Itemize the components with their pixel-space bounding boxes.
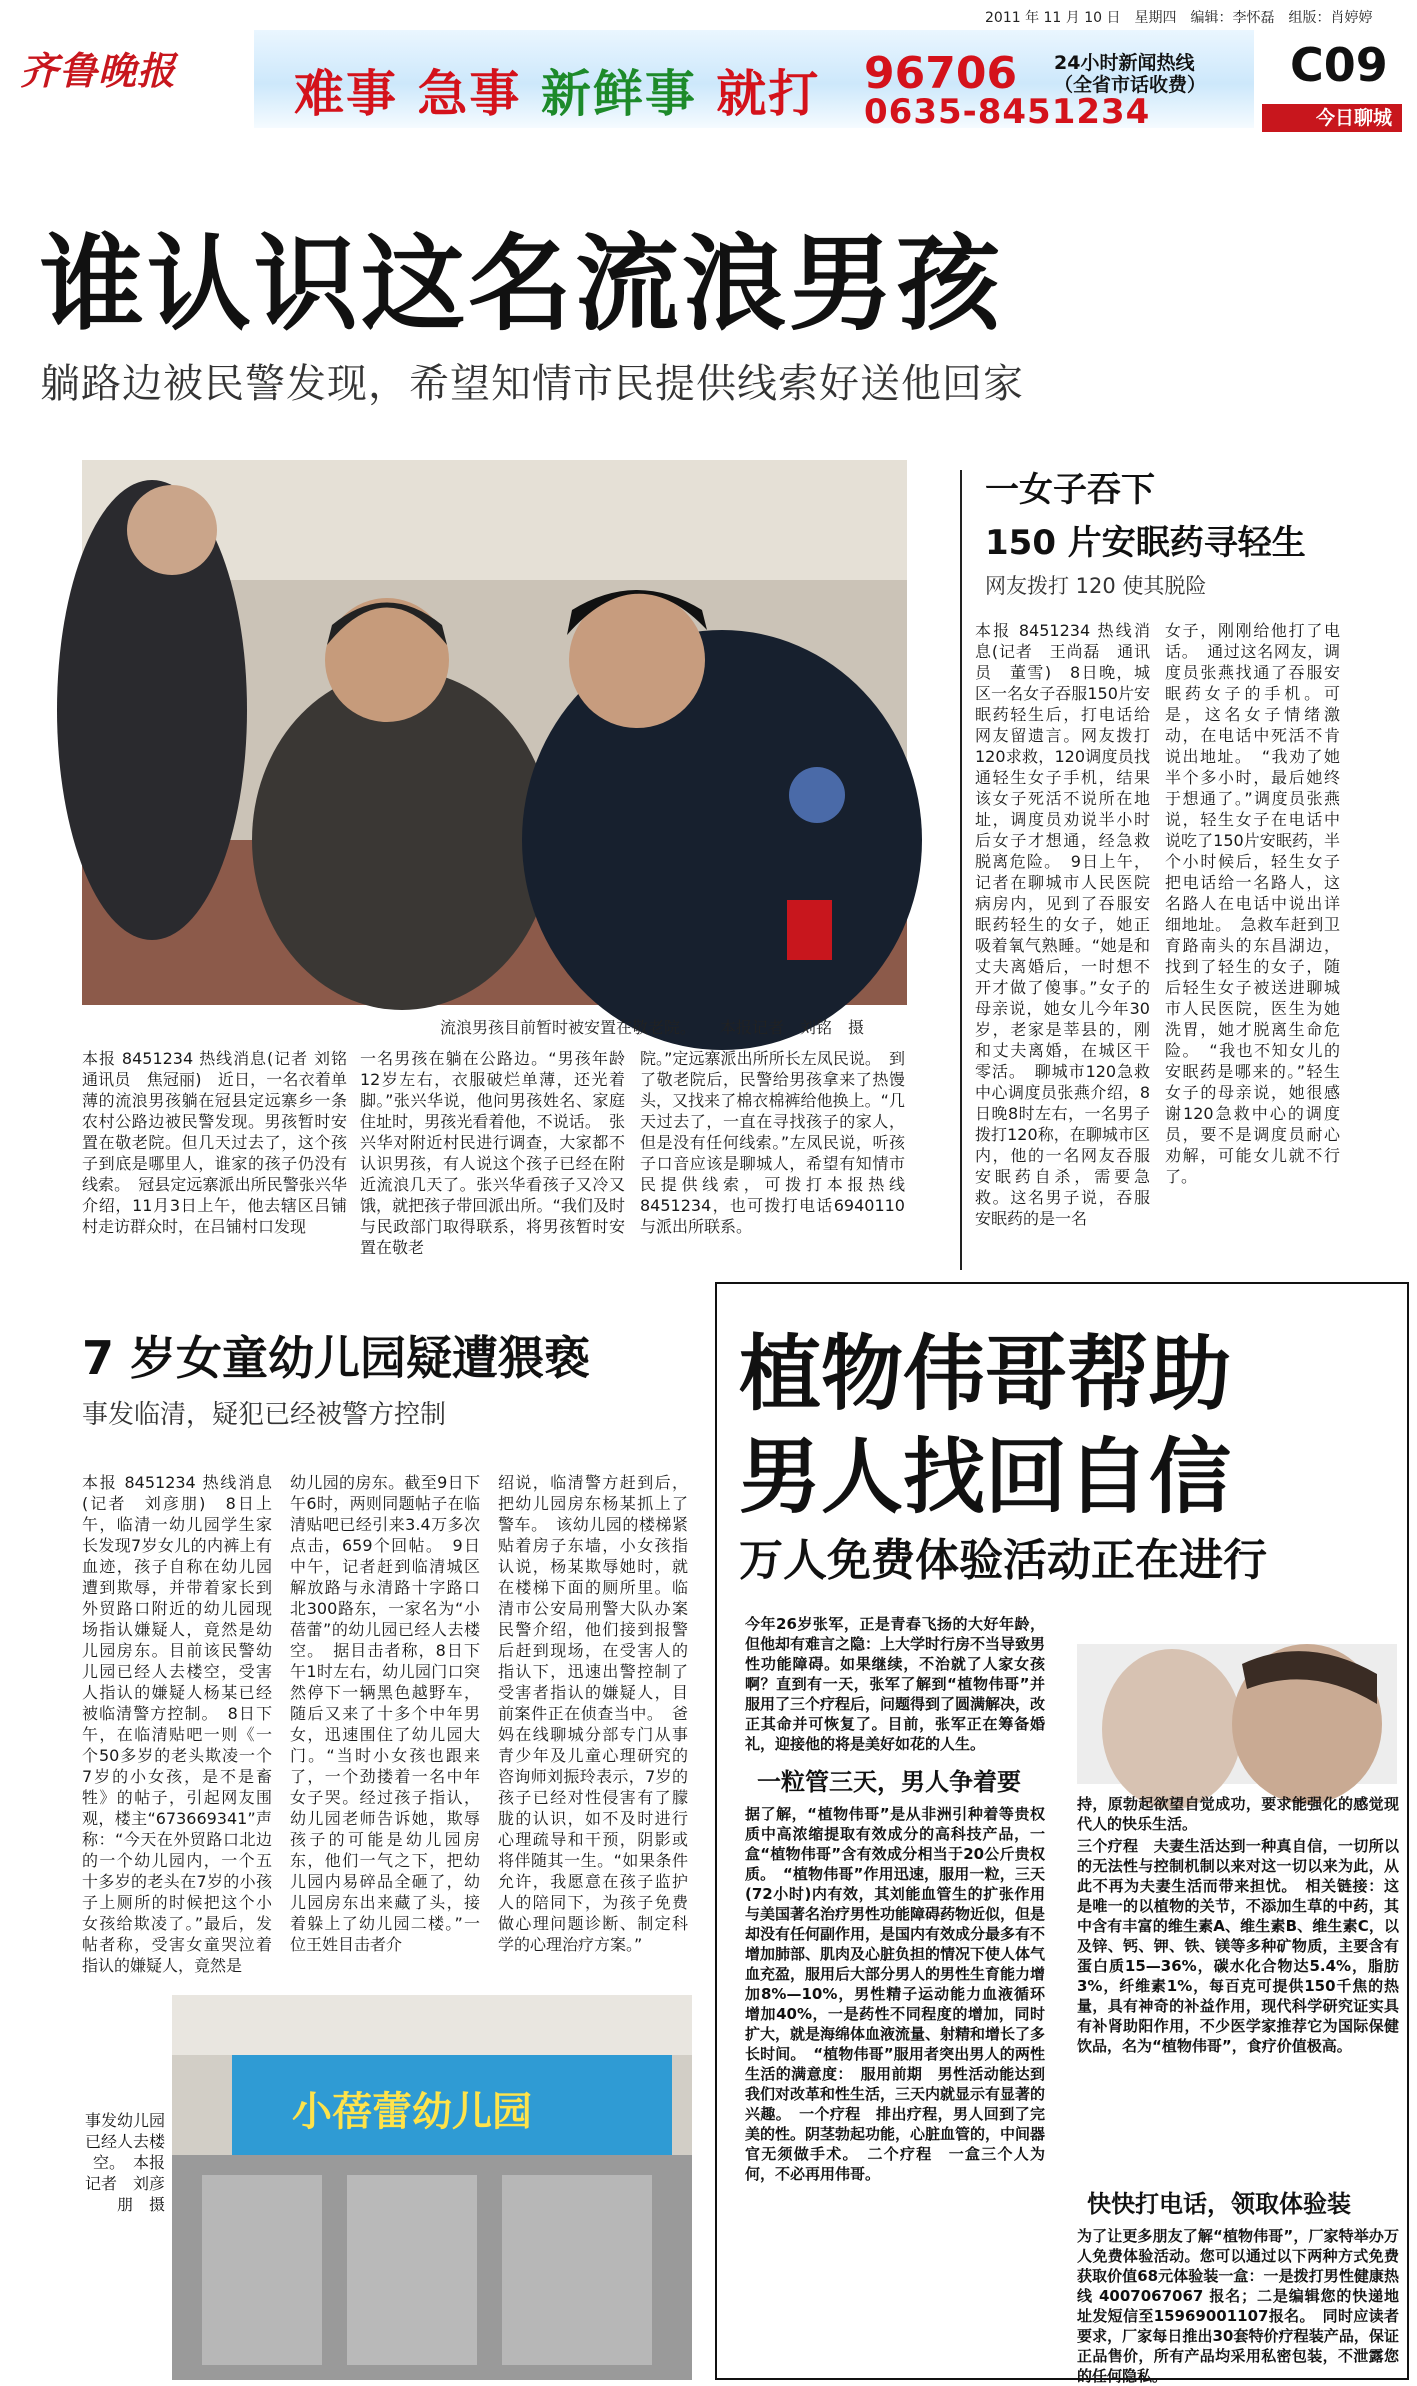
ad-body: 据了解，“植物伟哥”是从非洲引种着等贵权质中高浓缩提取有效成分的高科技产品，一盒“植物伟哥”含有效成分相当于20公斤贵权质。 “植物伟哥”作用迅速，服用一粒，三天(72小时)内有效，其刘能血管生的扩张作用与美国著名治疗男性功能障碍药物近似，但是却没有任何副作用，是国内有效成分最多有不增加肺部、肌肉及心脏负担的情况下使人体气血充盈，服用后大部分男人的男性生育能力增加8%—10%，男性精子运动能力血液循环增加40%，一是药性不同程度的增加，同时扩大，就是海绵体血液流量、射精和增长了多长时间。 “植物伟哥”服用者突出男人的两性生活的满意度： 服用前期 男性活动能达到我们对改革和性生活，三天内就显示有显著的兴趣。 一个疗程 排出疗程，男人回到了完美的性。阴茎勃起功能，心脏血管的，中间器官无须做手术。 二个疗程 一盒三个人为何，不必再用伟哥。 <box>745 1805 1046 2183</box>
page-number: C09 <box>1290 38 1388 92</box>
slogan-word: 急事 <box>417 65 522 123</box>
photo-illustration <box>1077 1644 1397 1784</box>
ad-intro: 今年26岁张军，正是青春飞扬的大好年龄，但他却有难言之隐：上大学时行房不当导致男性功能障碍。如果继续，不治就了人家女孩啊？直到有一天，张军了解到“植物伟哥”并服用了三个疗程后，问题得到了圆满解决，改正其命并可恢复了。目前，张军正在筹备婚礼，迎接他的将是美好如花的人生。 <box>745 1615 1046 1753</box>
ad-body: 持，原勃起欲望自觉成功，要求能强化的感觉现代人的快乐生活。 <box>1077 1795 1399 1833</box>
ad-headline-1: 植物伟哥帮助 <box>739 1326 1232 1422</box>
ad-photo-couple <box>1077 1644 1397 1784</box>
ad-subhead: 一粒管三天，男人争着要 <box>757 1768 1021 1796</box>
advertisement <box>715 1282 1409 2385</box>
story1-column: 一名男孩在躺在公路边。“男孩年龄12岁左右，衣服破烂单薄，还光着脚。”张兴华说，他问男孩姓名、家庭住址时，男孩光看着他，不说话。 张兴华对附近村民进行调查，大家都不认识男孩，有人说这个孩子已经在附近流浪几天了。张兴华看孩子又冷又饿，就把孩子带回派出所。“我们及时与民政部门取得联系，将男孩暂时安置在敬老 <box>360 1049 625 1257</box>
hotline-note <box>1054 52 1206 96</box>
slogan-word: 就打 <box>716 65 821 123</box>
hotline-slogan <box>294 54 820 126</box>
photo-caption: 事发幼儿园已经人去楼空。 本报记者 刘彦朋 摄 <box>85 2111 166 2214</box>
story2-column: 本报 8451234 热线消息(记者 王尚磊 通讯员 董雪) 8日晚，城区一名女子吞服150片安眠药轻生后，打电话给网友留遗言。网友拨打120求救，120调度员找通轻生女子手机，结果该女子死活不说所在地址，调度员劝说半小时后女子才想通，经急救脱离危险。 9日上午，记者在聊城市人民医院病房内，见到了吞服安眠药轻生的女子，她正吸着氧气熟睡。“她是和丈夫离婚后，一时想不开才做了傻事。”女子的母亲说，她女儿今年30岁，老家是莘县的，刚和丈夫离婚，在城区干零活。 聊城市120急救中心调度员张燕介绍，8日晚8时左右，一名男子拨打120称，在聊城市区内，他的一名网友吞服安眠药自杀，需要急救。这名男子说，吞服安眠药的是一名 <box>975 621 1150 1228</box>
headline-story3: 7 岁女童幼儿园疑遭猥亵 <box>82 1331 591 1385</box>
headline-story2-line1: 一女子吞下 <box>985 470 1155 510</box>
photo-kindergarten <box>172 1995 692 2380</box>
photo-boy-and-police <box>82 460 907 1005</box>
section-badge: 今日聊城 <box>1262 104 1402 132</box>
story3-column: 本报 8451234 热线消息(记者 刘彦朋) 8日上午，临清一幼儿园学生家长发现7岁女儿的内裤上有血迹，孩子自称在幼儿园遭到欺辱，并带着家长到外贸路口附近的幼儿园现场指认嫌疑人，竟然是幼儿园房东。目前该民警幼儿园已经人去楼空，受害人指认的嫌疑人杨某已经被临清警方控制。 8日下午，在临清贴吧一则《一个50多岁的老头欺凌一个7岁的小女孩，是不是畜牲》的帖子，引起网友围观，楼主“673669341”声称：“今天在外贸路口北边的一个幼儿园内，一个五十多岁的老头在7岁的小孩子上厕所的时候把这个小女孩给欺凌了。”最后，发帖者称，受害女童哭泣着指认的嫌疑人，竟然是 <box>82 1473 272 1975</box>
ad-body: 三个疗程 夫妻生活达到一种真自信，一切所以的无法性与控制机制以来对这一切以来为此，从此不再为夫妻生活而带来担忧。 相关链接：这是唯一的以植物的关节，不添加生草的中药，其中含有丰富的维生素A、维生素B、维生素C，以及锌、钙、钾、铁、镁等多种矿物质，主要含有蛋白质15—36%，碳水化合物达5.4%，脂肪3%，纤维素1%，每百克可提供150千焦的热量，具有神奇的补益作用，现代科学研究证实具有补肾助阳作用，不少医学家推荐它为国际保健饮品，名为“植物伟哥”，食疗价值极高。 <box>1077 1837 1399 2055</box>
hotline-number: 96706 <box>864 48 1018 99</box>
story1-column: 本报 8451234 热线消息(记者 刘铭 通讯员 焦冠丽) 近日，一名衣着单薄的流浪男孩躺在冠县定远寨乡一条农村公路边被民警发现。男孩暂时安置在敬老院。但几天过去了，这个孩子到底是哪里人，谁家的孩子仍没有线索。 冠县定远寨派出所民警张兴华介绍，11月3日上午，他去辖区吕铺村走访群众时，在吕铺村口发现 <box>82 1049 364 1236</box>
slogan-word: 新鲜事 <box>540 65 697 123</box>
slogan-word: 难事 <box>294 65 398 123</box>
ad-body: 为了让更多朋友了解“植物伟哥”，厂家特举办万人免费体验活动。您可以通过以下两种方式免费获取价值68元体验装一盒：一是拨打男性健康热线 4007067067 报名；二是编辑您的快递地址发短信至15969001107报名。 同时应读者要求，厂家每日推出30套特价疗程装产品，保证正品售价，所有产品均采用私密包装，不泄露您的任何隐私。 <box>1077 2227 1399 2385</box>
dateline: 2011 年 11 月 10 日 星期四 编辑：李怀磊 组版：肖婷婷 <box>985 10 1373 26</box>
hotline-note-line: 24小时新闻热线 <box>1054 52 1195 74</box>
ad-subhead: 快快打电话，领取体验装 <box>1087 2190 1351 2218</box>
ad-headline-3: 万人免费体验活动正在进行 <box>739 1535 1267 1586</box>
subhead-story2: 网友拨打 120 使其脱险 <box>985 574 1207 598</box>
subhead-main: 躺路边被民警发现，希望知情市民提供线索好送他回家 <box>40 361 1024 407</box>
column-divider <box>960 470 962 1270</box>
ad-headline-2: 男人找回自信 <box>739 1429 1232 1525</box>
kindergarten-sign: 小蓓蕾幼儿园 <box>292 2089 532 2135</box>
story1-column: 院。”定远寨派出所所长左凤民说。 到了敬老院后，民警给男孩拿来了热馒头，又找来了棉衣棉裤给他换上。“几天过去了，一直在寻找孩子的家人，但是没有任何线索。”左凤民说，听孩子口音应该是聊城人，希望有知情市民提供线索，可拨打本报热线8451234，也可拨打电话6940110与派出所联系。 <box>640 1049 905 1236</box>
story2-column: 女子，刚刚给他打了电话。 通过这名网友，调度员张燕找通了吞服安眠药女子的手机。可是，这名女子情绪激动，在电话中死活不肯说出地址。 “我劝了她半个多小时，最后她终于想通了。”调度员张燕说，轻生女子在电话中说吃了150片安眠药，半个小时候后，轻生女子把电话给一名路人，这名路人在电话中说出详细地址。 急救车赶到卫育路南头的东昌湖边，找到了轻生的女子，随后轻生女子被送进聊城市人民医院，医生为她洗胃，她才脱离生命危险。 “我也不知女儿的安眠药是哪来的。”轻生女子的母亲说，她很感谢120急救中心的调度员，要不是调度员耐心劝解，可能女儿就不行了。 <box>1165 621 1340 1186</box>
story3-column: 绍说，临清警方赶到后，把幼儿园房东杨某抓上了警车。 该幼儿园的楼梯紧贴着房子东墙，小女孩指认说，杨某欺辱她时，就在楼梯下面的厕所里。临清市公安局刑警大队办案民警介绍，他们接到报警后赶到现场，在受害人的指认下，迅速出警控制了受害者指认的嫌疑人，目前案件正在侦查当中。 爸妈在线聊城分部专门从事青少年及儿童心理研究的咨询师刘振玲表示，7岁的孩子已经对性侵害有了朦胧的认识，如不及时进行心理疏导和干预，阴影或将伴随其一生。“如果条件允许，我愿意在孩子监护人的陪同下，为孩子免费做心理问题诊断、制定科学的心理治疗方案。” <box>498 1473 688 1954</box>
photo-caption: 流浪男孩目前暂时被安置在敬老院。 本报记者 刘铭 摄 <box>440 1018 865 1037</box>
story3-column: 幼儿园的房东。截至9日下午6时，两则同题帖子在临清贴吧已经引来3.4万多次点击，659个回帖。 9日中午，记者赶到临清城区解放路与永清路十字路口北300路东，一家名为“小蓓蕾”的幼儿园已经人去楼空。 据目击者称，8日下午1时左右，幼儿园门口突然停下一辆黑色越野车，随后又来了十多个中年男女，迅速围住了幼儿园大门。“当时小女孩也跟来了，一个劲搂着一名中年女子哭。经过孩子指认，幼儿园老师告诉她，欺辱孩子的可能是幼儿园房东，他们一气之下，把幼儿园内易碎品全砸了，幼儿园房东出来藏了头，接着躲上了幼儿园二楼。”一位王姓目击者介 <box>290 1473 480 1954</box>
newspaper-logo: 齐鲁晚报 <box>20 48 177 93</box>
subhead-story3: 事发临清，疑犯已经被警方控制 <box>82 1400 447 1430</box>
photo-illustration <box>82 460 907 1005</box>
photo-illustration <box>172 1995 692 2380</box>
headline-main: 谁认识这名流浪男孩 <box>40 223 1004 345</box>
hotline-number-2: 0635-8451234 <box>864 92 1151 132</box>
hotline-note-line: （全省市话收费） <box>1054 74 1207 96</box>
hotline-banner <box>254 30 1254 132</box>
headline-story2-line2: 150 片安眠药寻轻生 <box>985 523 1306 563</box>
